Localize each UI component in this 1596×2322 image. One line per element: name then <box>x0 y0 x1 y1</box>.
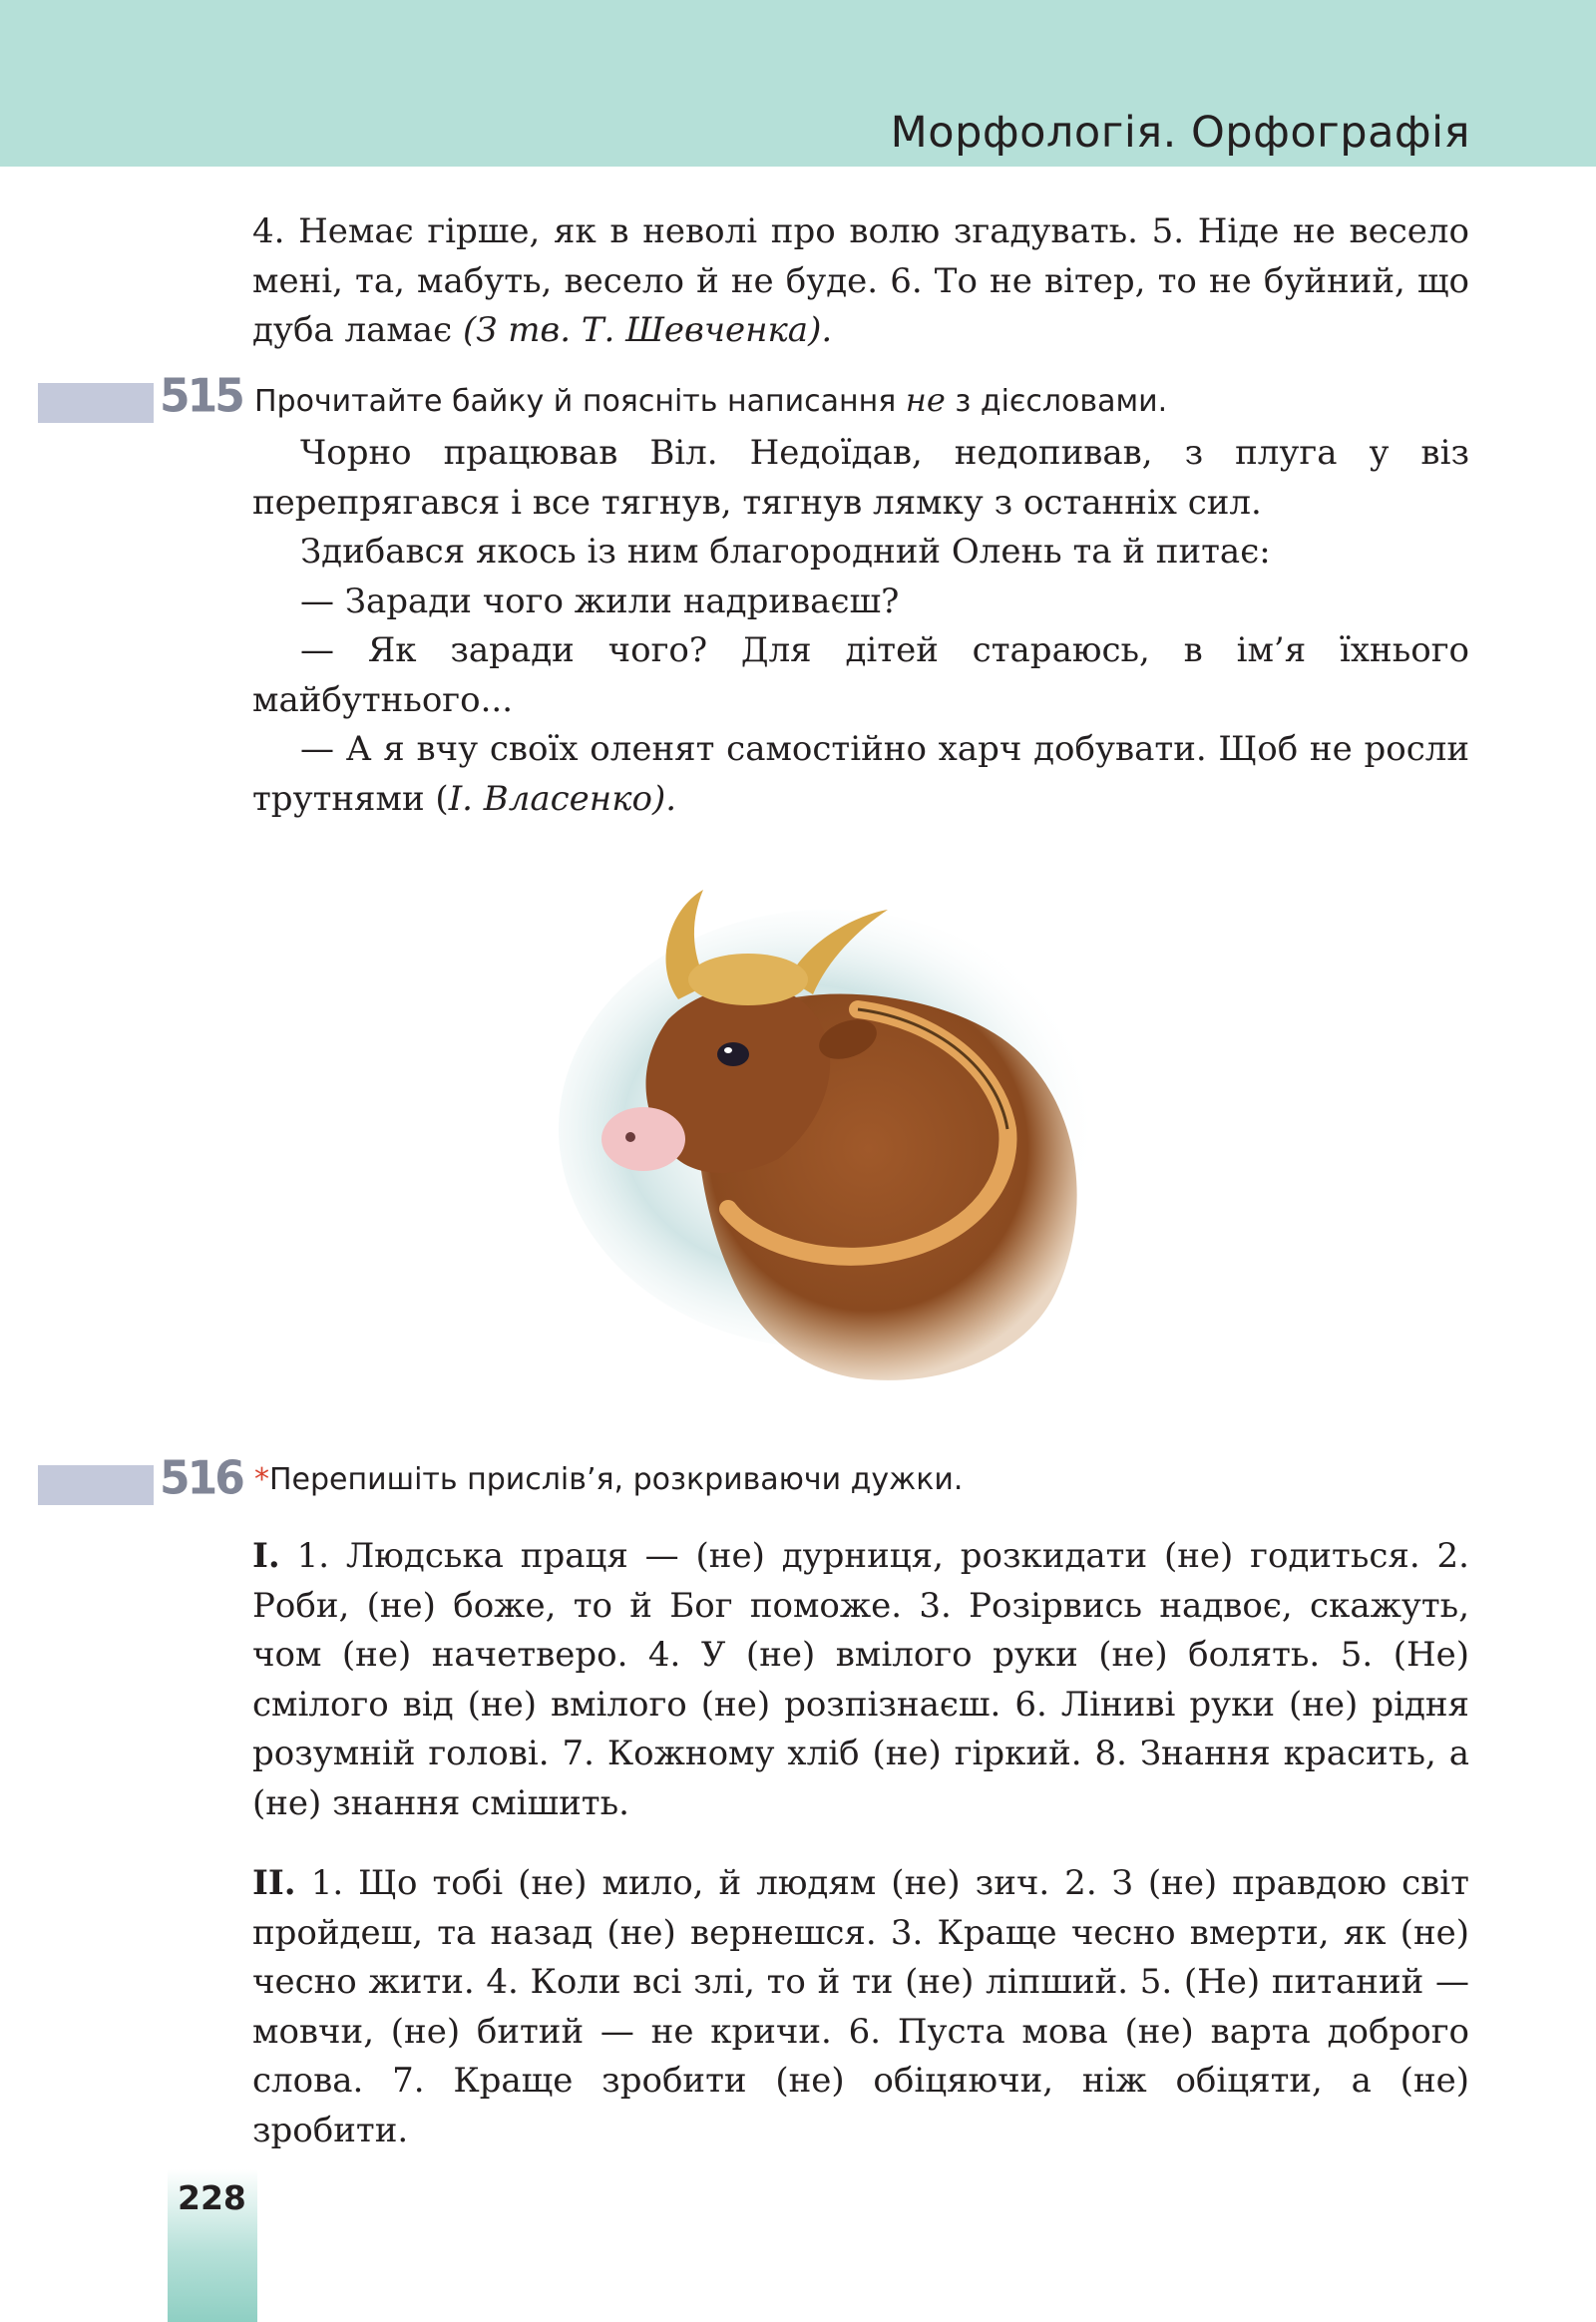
exercise-516-number: 516 <box>160 1451 242 1506</box>
exercise-515-task <box>254 381 1167 419</box>
top-text-block <box>252 207 1469 356</box>
proverb-source: (З тв. Т. Шевченка). <box>462 310 833 350</box>
exercise-515-number: 515 <box>160 369 242 424</box>
ox-muzzle <box>601 1107 685 1171</box>
fable-paragraph-4: — Як заради чого? Для дітей стараюсь, в ім’я їхнього майбутнього... <box>252 630 1469 720</box>
chapter-title: Морфологія. Орфографія <box>890 108 1470 158</box>
task-516-text: Перепишіть прислів’я, розкриваючи дужки. <box>269 1462 964 1497</box>
part-1-paragraph <box>252 1532 1469 1828</box>
page-number: 228 <box>178 2178 246 2217</box>
proverb-lines <box>252 207 1469 356</box>
asterisk-mark: * <box>254 1462 269 1497</box>
forelock-curls <box>688 954 808 1005</box>
proverb-text: 4. Немає гірше, як в неволі про волю згадувать. 5. Ніде не весело мені, та, мабуть, весело й не буде. 6. То не вітер, то не буйний, що дуба ламає <box>252 211 1469 350</box>
part-2-paragraph <box>252 1859 1469 2155</box>
ox-eye <box>717 1042 749 1066</box>
part-1-label: І. <box>252 1536 280 1576</box>
exercise-516-marker <box>38 1465 154 1505</box>
part-2-label: ІІ. <box>252 1863 296 1903</box>
task-515-text-after: з дієсловами. <box>945 384 1168 419</box>
fable-end: ). <box>651 778 677 819</box>
task-515-text-before: Прочитайте байку й поясніть написання <box>254 384 906 419</box>
fable-last-text: — А я вчу своїх оленят самостійно харч добувати. Щоб не росли трутнями ( <box>252 729 1469 819</box>
exercise-515-marker <box>38 383 154 423</box>
part-2-text: 1. Що тобі (не) мило, й людям (не) зич. 2. З (не) правдою світ пройдеш, та назад (не) вернешся. 3. Краще чесно вмерти, як (не) чесно жити. 4. Коли всі злі, то й ти (не) ліпший. 5. (Не) питаний — мовчи, (не) битий — не кричи. 6. Пуста мова (не) варта доброго слова. 7. Краще зробити (не) обіцяючи, ніж обіцяти, а (не) зробити. <box>252 1863 1469 2150</box>
fable-author: І. Власенко <box>448 778 652 819</box>
exercise-516-task <box>254 1462 963 1497</box>
proverbs-part-2 <box>252 1859 1469 2155</box>
ox-eye-highlight <box>724 1047 732 1053</box>
fable-paragraph-1: Чорно працював Віл. Недоїдав, недопивав, з плуга у віз перепрягався і все тягнув, тягнув лямку з останніх сил. <box>252 433 1469 523</box>
ox-illustration <box>559 870 1177 1408</box>
ox-nostril <box>625 1132 635 1142</box>
part-1-text: 1. Людська праця — (не) дурниця, розкидати (не) годиться. 2. Роби, (не) боже, то й Бог поможе. 3. Розірвись надвоє, скажуть, чом (не) начетверо. 4. У (не) вмілого руки (не) болять. 5. (Не) смілого від (не) вмілого (не) розпізнаєш. 6. Ліниві руки (не) рідня розумній голові. 7. Кожному хліб (не) гіркий. 8. Знання красить, а (не) знання смішить. <box>252 1536 1469 1823</box>
fable-paragraph-3: — Заради чого жили надриваєш? <box>300 580 900 621</box>
fable-paragraph-2: Здибався якось із ним благородний Олень та й питає: <box>300 532 1271 572</box>
fable-paragraph-5 <box>252 725 1469 824</box>
fable-text <box>252 429 1469 824</box>
proverbs-part-1 <box>252 1532 1469 1828</box>
task-515-ne: не <box>905 381 946 419</box>
